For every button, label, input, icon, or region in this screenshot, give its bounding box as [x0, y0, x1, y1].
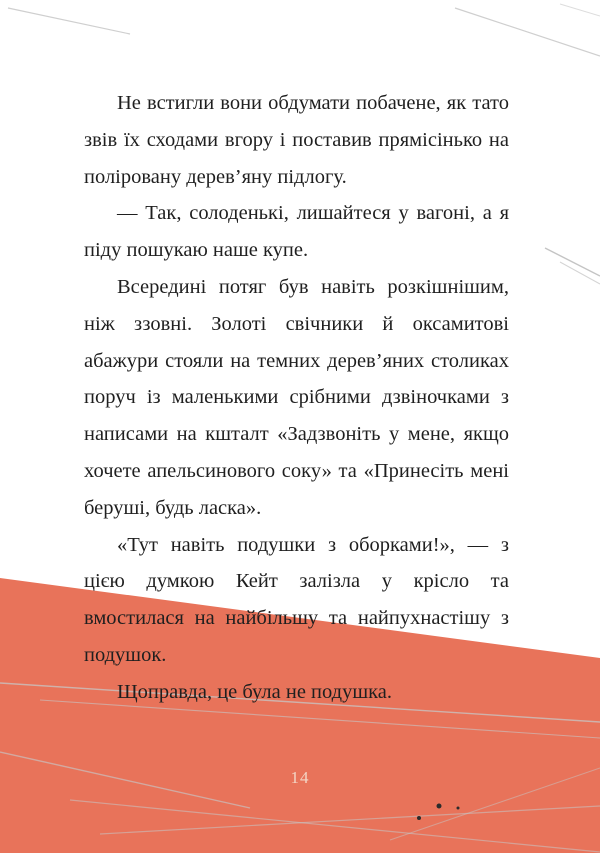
page-number: 14	[290, 768, 310, 787]
brush-stroke-top-right-2	[560, 4, 600, 16]
dark-speck-2	[437, 804, 442, 809]
paragraph-3: Всередині потяг був навіть розкішнішим, ніж ззовні. Золоті свічники й оксамитові абажури стояли на темних дерев’яних столиках поруч із маленькими срібними дзвіночками з написами на кшталт «Задзвоніть у мене, якщо хочете апельсинового соку» та «Принесіть мені беруші, будь ласка».	[84, 275, 509, 519]
paragraph-2: — Так, солоденькі, лишайтеся у вагоні, а я піду пошукаю наше купе.	[84, 202, 509, 262]
brush-stroke-mid-right	[545, 248, 600, 276]
dark-speck-1	[417, 816, 421, 820]
dark-speck-3	[457, 807, 460, 810]
body-text	[84, 85, 509, 711]
paragraph-5: Щоправда, це була не подушка.	[117, 680, 393, 703]
brush-stroke-top-left	[8, 8, 130, 34]
paragraph-1: Не встигли вони обдумати побачене, як тато звів їх сходами вгору і поставив прямісінько на поліровану дерев’яну підлогу.	[84, 92, 509, 188]
paragraph-4: «Тут навіть подушки з оборками!», — з цією думкою Кейт залізла у крісло та вмостилася на найбільшу та найпухнастішу з подушок.	[84, 533, 509, 666]
brush-stroke-top-right	[455, 8, 600, 56]
